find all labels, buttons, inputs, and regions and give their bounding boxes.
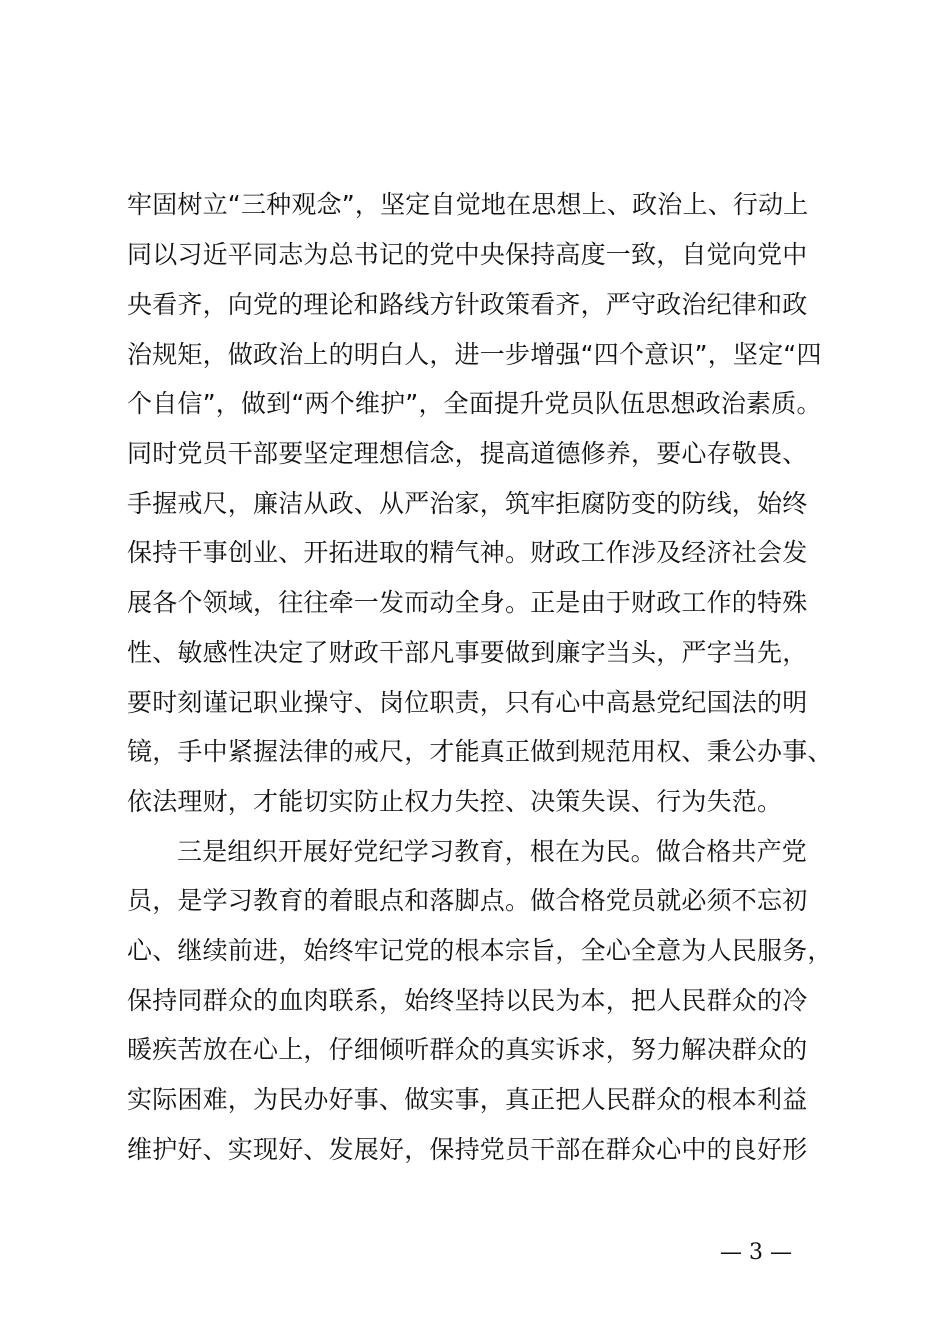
- text-line: 三是组织开展好党纪学习教育，根在为民。做合格共产党: [177, 837, 808, 866]
- page-number: — 3 —: [720, 1240, 792, 1265]
- text-line: 依法理财，才能切实防止权力失控、决策失误、行为失范。: [127, 787, 783, 816]
- text-line: 手握戒尺，廉洁从政、从严治家，筑牢拒腐防变的防线，始终: [127, 489, 808, 518]
- text-line: 个自信”，做到“两个维护”，全面提升党员队伍思想政治素质。: [127, 389, 822, 418]
- text-line: 保持同群众的血肉联系，始终坚持以民为本，把人民群众的冷: [127, 986, 808, 1015]
- text-line: 同时党员干部要坚定理想信念，提高道德修养，要心存敬畏、: [127, 439, 808, 468]
- text-line: 维护好、实现好、发展好，保持党员干部在群众心中的良好形: [127, 1135, 808, 1164]
- text-line: 央看齐，向党的理论和路线方针政策看齐，严守政治纪律和政: [127, 290, 808, 319]
- text-line: 牢固树立“三种观念”，坚定自觉地在思想上、政治上、行动上: [127, 190, 809, 219]
- text-line: 保持干事创业、开拓进取的精气神。财政工作涉及经济社会发: [127, 538, 808, 567]
- text-line: 暖疾苦放在心上，仔细倾听群众的真实诉求，努力解决群众的: [127, 1035, 808, 1064]
- text-line: 同以习近平同志为总书记的党中央保持高度一致，自觉向党中: [127, 240, 808, 269]
- text-line: 员，是学习教育的着眼点和落脚点。做合格党员就必须不忘初: [127, 886, 808, 915]
- text-line: 镜，手中紧握法律的戒尺，才能真正做到规范用权、秉公办事、: [127, 737, 833, 766]
- text-line: 要时刻谨记职业操守、岗位职责，只有心中高悬党纪国法的明: [127, 688, 808, 717]
- text-line: 展各个领域，往往牵一发而动全身。正是由于财政工作的特殊: [127, 588, 808, 617]
- text-line: 心、继续前进，始终牢记党的根本宗旨，全心全意为人民服务，: [127, 936, 833, 965]
- text-line: 治规矩，做政治上的明白人，进一步增强“四个意识”，坚定“四: [127, 340, 822, 369]
- text-line: 实际困难，为民办好事、做实事，真正把人民群众的根本利益: [127, 1085, 808, 1114]
- text-line: 性、敏感性决定了财政干部凡事要做到廉字当头，严字当先，: [127, 638, 808, 667]
